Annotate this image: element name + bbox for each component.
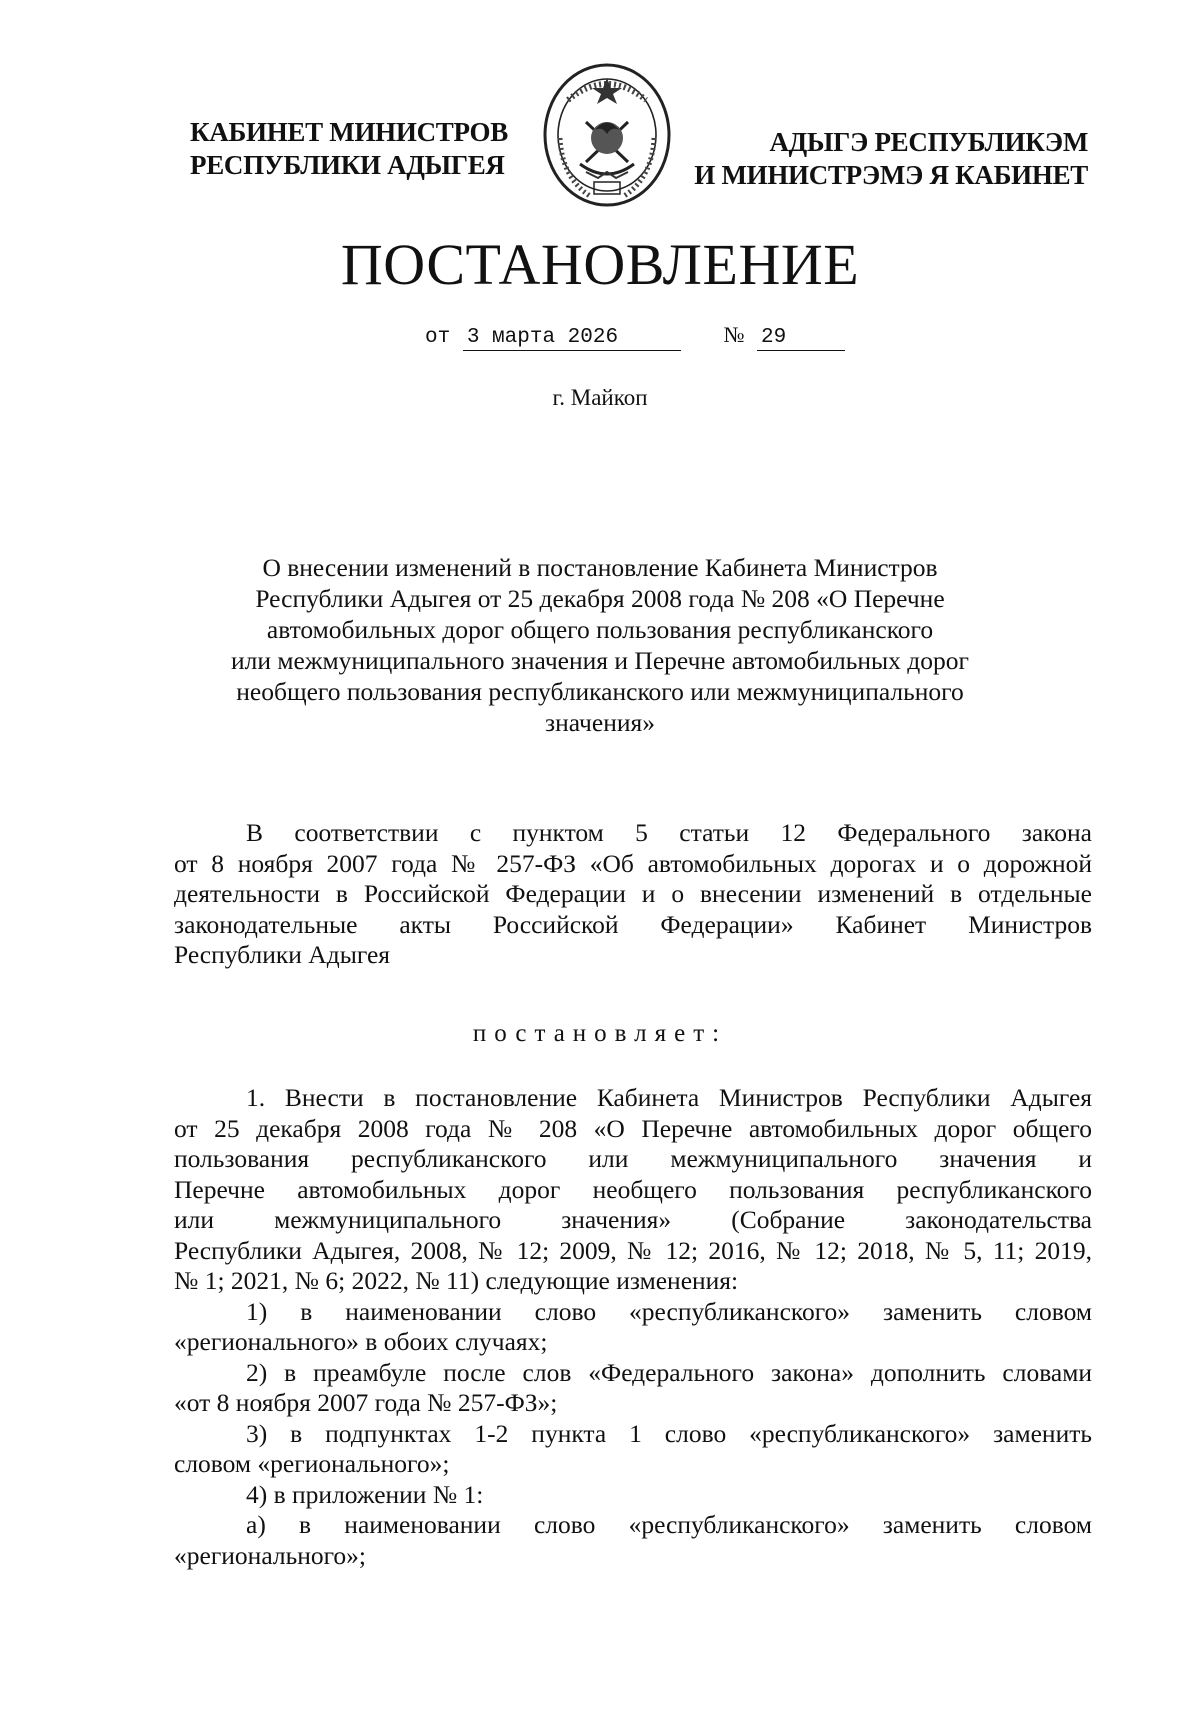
header-right-line: АДЫГЭ РЕСПУБЛИКЭМ: [769, 127, 1088, 157]
subitem-line: «регионального»;: [174, 1540, 367, 1570]
preamble-line: Республики Адыгея: [174, 940, 390, 969]
subitem-line: 4) в приложении № 1:: [246, 1479, 484, 1509]
preamble-line: деятельности в Российской Федерации и о внесении изменений в отдельные: [174, 879, 1092, 908]
decree-word: постановляет:: [472, 1020, 728, 1047]
item-1-line: № 1; 2021, № 6; 2022, № 11) следующие изменения:: [174, 1266, 739, 1295]
header-left-line: КАБИНЕТ МИНИСТРОВ: [190, 117, 508, 147]
preamble-paragraph: [174, 818, 1092, 971]
document-subject: [200, 552, 1000, 738]
preamble-line: от 8 ноября 2007 года № 257-ФЗ «Об автомобильных дорогах и о дорожной: [174, 848, 1092, 878]
preamble-line: В соответствии с пунктом 5 статьи 12 Федерального закона: [246, 818, 1092, 847]
subitem-line: «регионального» в обоих случаях;: [174, 1327, 548, 1356]
subitem-line: 3) в подпунктах 1-2 пункта 1 слово «республиканского» заменить: [246, 1418, 1092, 1448]
item-1-line: 1. Внести в постановление Кабинета Министров Республики Адыгея: [246, 1083, 1092, 1112]
document-title: ПОСТАНОВЛЕНИЕ: [340, 232, 860, 297]
subject-line: О внесении изменений в постановление Кабинета Министров: [262, 553, 938, 582]
document-date: 3 марта 2026: [463, 326, 681, 351]
document-number: 29: [757, 326, 845, 351]
adygea-coat-of-arms-icon: [540, 60, 674, 210]
number-sign: №: [723, 322, 745, 347]
item-1-paragraph: [174, 1083, 1092, 1571]
item-1-line: пользования республиканского или межмуниципального значения и: [174, 1144, 1092, 1173]
subject-line: необщего пользования республиканского или межмуниципального: [236, 677, 964, 706]
date-prefix: от: [425, 326, 451, 349]
header-left-org-name: [190, 116, 508, 182]
header-right-line: И МИНИСТРЭМЭ Я КАБИНЕТ: [694, 160, 1088, 190]
subitem-line: 2) в преамбуле после слов «Федерального закона» дополнить словами: [246, 1357, 1092, 1387]
item-1-line: Республики Адыгея, 2008, № 12; 2009, № 12; 2016, № 12; 2018, № 5, 11; 2019,: [174, 1235, 1092, 1265]
city-name: г. Майкоп: [552, 385, 648, 410]
subitem-line: 1) в наименовании слово «республиканского» заменить словом: [246, 1296, 1092, 1326]
subject-line: значения»: [545, 708, 655, 737]
preamble-line: законодательные акты Российской Федерации» Кабинет Министров: [174, 909, 1092, 939]
subject-line: или межмуниципального значения и Перечне автомобильных дорог: [231, 646, 969, 675]
header-left-line: РЕСПУБЛИКИ АДЫГЕЯ: [190, 150, 505, 180]
subitem-line: словом «регионального»;: [174, 1449, 450, 1478]
item-1-line: от 25 декабря 2008 года № 208 «О Перечне автомобильных дорог общего: [174, 1113, 1092, 1143]
subitem-line: а) в наименовании слово «республиканского» заменить словом: [246, 1510, 1092, 1539]
header-right-org-name: [694, 126, 1088, 192]
date-number-row: [425, 322, 845, 351]
subitem-line: «от 8 ноября 2007 года № 257-ФЗ»;: [174, 1388, 558, 1417]
subject-line: автомобильных дорог общего пользования республиканского: [266, 615, 934, 644]
subject-line: Республики Адыгея от 25 декабря 2008 года № 208 «О Перечне: [255, 584, 945, 613]
item-1-line: Перечне автомобильных дорог необщего пользования республиканского: [174, 1174, 1092, 1204]
item-1-line: или межмуниципального значения» (Собрание законодательства: [174, 1205, 1092, 1234]
